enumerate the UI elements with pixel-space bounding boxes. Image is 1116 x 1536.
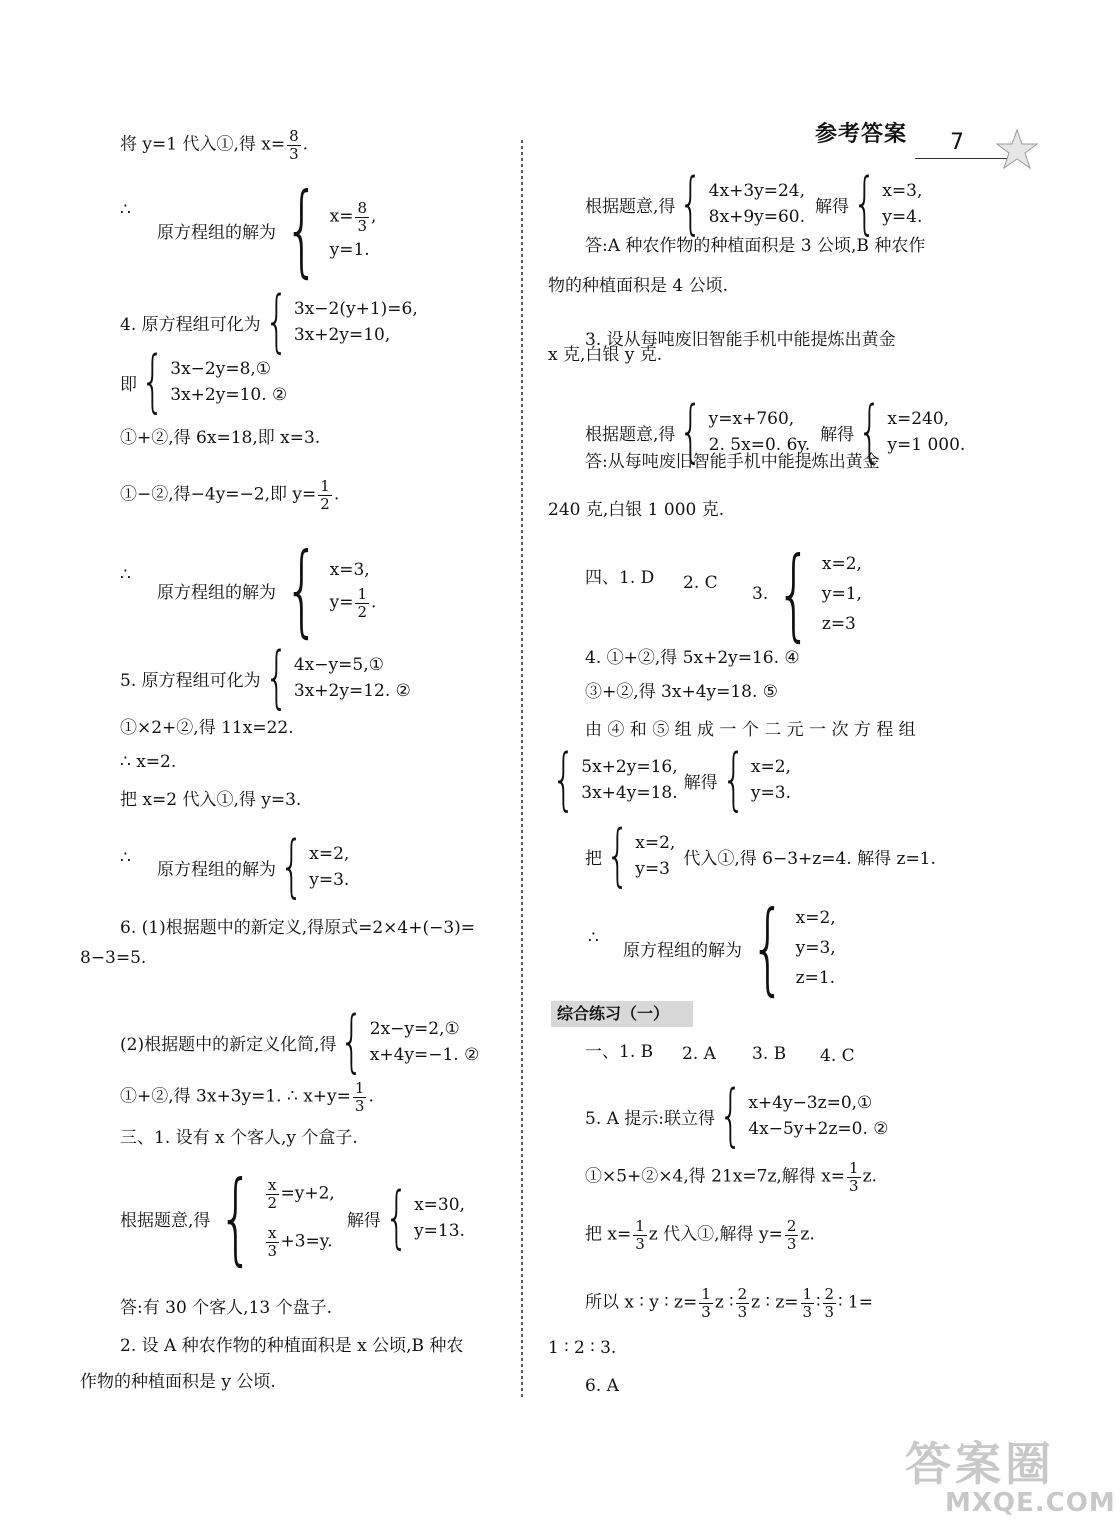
therefore: ∴ [588,928,599,948]
line: 答:从每吨废旧智能手机中能提炼出黄金 [585,452,880,472]
line: ①×5+②×4,得 21x=7z,解得 x= $\frac{1}{3}$ z. [585,1159,877,1195]
line: 由 ④ 和 ⑤ 组 成 一 个 二 元 一 次 方 程 组 [585,720,916,740]
answer: 2. A [682,1044,716,1064]
line: ①+②,得 6x=18,即 x=3. [120,428,321,448]
equation-system: { 5x+2y=16, 3x+4y=18. 解得 { x=2, y=3. [551,740,791,819]
therefore: ∴ [120,200,131,220]
equation-system: 5. 原方程组可化为 { 4x−y=5,① 3x+2y=12. ② [120,638,411,717]
solution-system: 原方程组的解为 { x=2, y=3, z=1. [623,889,836,1006]
line: 1 ∶ 2 ∶ 3. [548,1338,617,1358]
page-number: 7 [950,130,964,155]
solution-system: 原方程组的解为 { x= $\frac{8}{3}$ , y=1. [157,171,377,288]
answer: 4. C [820,1046,855,1066]
answer: 3. B [752,1044,787,1064]
line: 物的种植面积是 4 公顷. [548,276,729,296]
line: 作物的种植面积是 y 公顷. [80,1372,276,1392]
line: 4. ①+②,得 5x+2y=16. ④ [585,648,800,668]
line: x 克,白银 y 克. [548,345,663,365]
equation-system: 5. A 提示:联立得 { x+4y−3z=0,① 4x−5y+2z=0. ② [585,1076,889,1155]
equation-system: 根据题意,得 { 4x+3y=24, 8x+9y=60. 解得 { x=3, y=4. [585,164,923,243]
line: 答:有 30 个客人,13 个盘子. [120,1298,333,1318]
equation-system: 根据题意,得 { y=x+760, 2. 5x=0. 6y. 解得 { x=240, y=1 000. [585,392,966,471]
equation-system: 4. 原方程组可化为 { 3x−2(y+1)=6, 3x+2y=10, [120,282,418,361]
line: 把 x=2 代入①,得 y=3. [120,790,302,810]
equation-system: 把 { x=2, y=3 代入①,得 6−3+z=4. 解得 z=1. [585,816,936,895]
line: 6. (1)根据题中的新定义,得原式=2×4+(−3)= [120,918,476,938]
solution-system: 原方程组的解为 { x=2, y=3. [157,827,350,906]
line: 所以 x ∶ y ∶ z= $\frac{1}{3}$ z ∶ $\frac{2}{3}$ z ∶ z= $\frac{1}{3}$ ∶ $\frac{2}{3}$ ∶ 1= [585,1285,873,1321]
line: ∴ x=2. [120,752,177,772]
line: 三、1. 设有 x 个客人,y 个盒子. [120,1128,358,1148]
line: 2. 设 A 种农作物的种植面积是 x 公顷,B 种农 [120,1336,464,1356]
answer: 2. C [683,573,718,593]
line: ①+②,得 3x+3y=1. ∴ x+y= $\frac{1}{3}$ . [120,1079,374,1115]
line: 3. 设从每吨废旧智能手机中能提炼出黄金 [585,330,896,350]
therefore: ∴ [120,848,131,868]
therefore: ∴ [120,565,131,585]
equation-system: (2)根据题中的新定义化简,得 { 2x−y=2,① x+4y=−1. ② [120,1002,480,1081]
page-header-title: 参考答案 [815,122,908,147]
answer: 一、1. B [585,1042,654,1062]
section-heading: 综合练习（一） [551,1001,693,1027]
answer: 6. A [585,1376,619,1396]
solution-system: 原方程组的解为 { x=3, y= $\frac{1}{2}$ . [157,531,377,648]
line: 答:A 种农作物的种植面积是 3 公顷,B 种农作 [585,236,926,256]
column-divider [518,140,526,1400]
line: 将 y=1 代入①,得 x= $\frac{8}{3}$ . [120,127,309,163]
line: ①×2+②,得 11x=22. [120,718,294,738]
star-icon [995,128,1039,172]
equation-system: 根据题意,得 { $\frac{x}{2}$ =y+2, $\frac{x}{3}$ +3=y. 解得 { x=30, y=13. [120,1159,465,1276]
solution-system: 3. { x=2, y=1, z=3 [752,535,862,652]
line: ③+②,得 3x+4y=18. ⑤ [585,682,779,702]
line: ①−②,得−4y=−2,即 y= $\frac{1}{2}$ . [120,477,340,513]
watermark: 答案圈 MXQE.COM [905,1437,1116,1518]
line: 8−3=5. [80,948,147,968]
equation-system: 即 { 3x−2y=8,① 3x+2y=10. ② [120,342,288,421]
line: 240 克,白银 1 000 克. [548,500,725,520]
line: 把 x= $\frac{1}{3}$ z 代入①,解得 y= $\frac{2}{3}$ z. [585,1217,815,1253]
answer: 四、1. D [585,568,655,588]
